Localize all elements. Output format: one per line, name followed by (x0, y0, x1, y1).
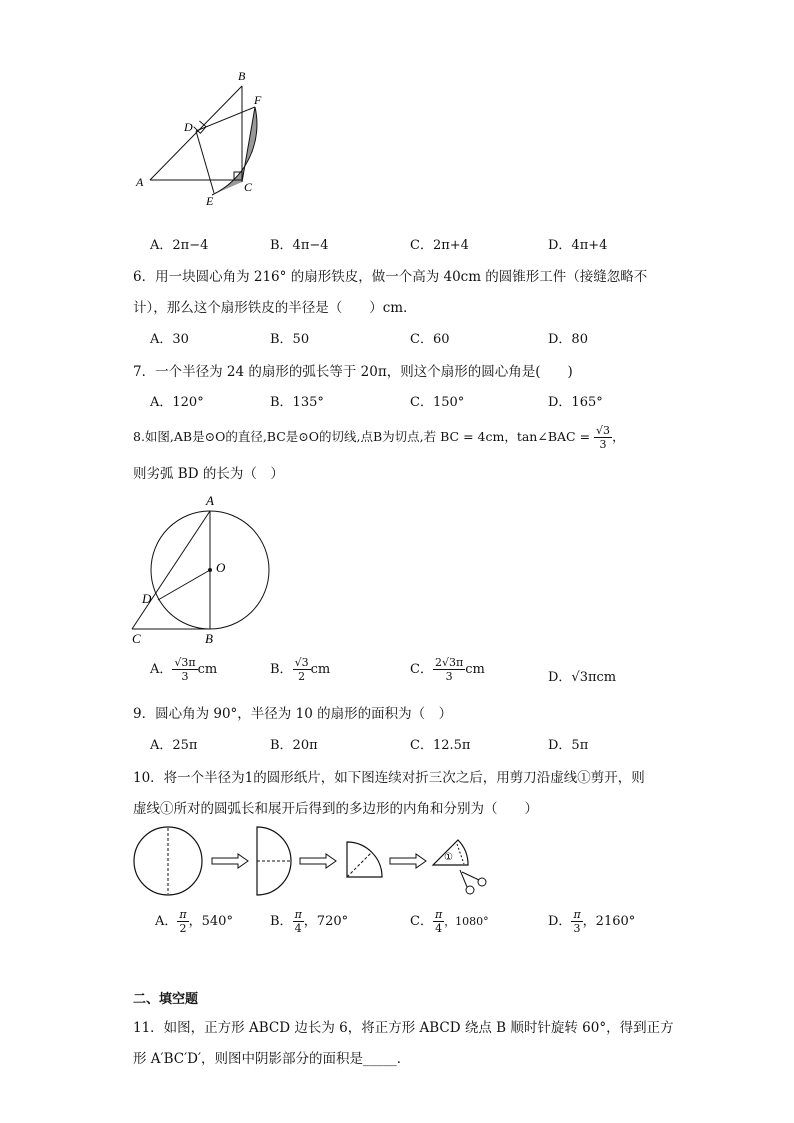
q6-option-d: D．80 (548, 332, 588, 347)
q9-option-b: B．20π (270, 738, 318, 753)
q6-text-line1: 6．用一块圆心角为 216° 的扇形铁皮，做一个高为 40cm 的圆锥形工件（接缝忽略不 (133, 269, 648, 285)
q5-option-b: B．4π−4 (270, 238, 329, 253)
q5-option-c: C．2π+4 (410, 238, 469, 253)
q10-option-b-rest: ，720° (303, 914, 349, 929)
q8-text-line2: 则劣弧 BD 的长为（ ） (133, 466, 284, 482)
arrow-icon (300, 854, 336, 868)
q6-option-b: B．50 (270, 332, 310, 347)
q10-option-a-rest: ，540° (188, 914, 233, 929)
q10-option-c-prefix: C． (410, 914, 433, 929)
q10-text-line1: 10．将一个半径为1的圆形纸片，如下图连续对折三次之后，用剪刀沿虚线①剪开，则 (133, 770, 645, 786)
q8-option-b-unit: cm (310, 662, 331, 677)
q10-circled-one: ① (444, 852, 453, 863)
q5-label-C: C (244, 180, 253, 194)
q8-label-O: O (216, 560, 226, 575)
q8-figure (128, 490, 288, 650)
q8-option-c-unit: cm (465, 662, 485, 677)
q7-option-d: D．165° (548, 395, 603, 410)
q10-option-b-den: 4 (294, 922, 302, 935)
q6-option-c: C．60 (410, 332, 450, 347)
q10-option-a-num: π (179, 908, 187, 921)
section-title: 二、填空题 (133, 992, 199, 1007)
q8-text-line1 (133, 424, 625, 451)
q8-option-b (270, 656, 330, 683)
q8-line1-end: ， (612, 429, 625, 444)
q8-label-D: D (142, 591, 152, 606)
q11-text-line2: 形 A′BC′D′，则图中阴影部分的面积是_____． (133, 1051, 411, 1067)
q8-option-b-den: 2 (298, 670, 306, 683)
arrow-icon (390, 854, 426, 868)
q9-option-a: A．25π (150, 738, 198, 753)
q8-label-C: C (132, 631, 141, 646)
arrow-icon (212, 854, 248, 868)
q10-option-a-prefix: A． (155, 914, 178, 929)
q7-option-b: B．135° (270, 395, 324, 410)
q10-option-a-den: 2 (179, 922, 187, 935)
q7-option-a: A．120° (150, 395, 204, 410)
q5-option-a: A．2π−4 (150, 238, 209, 253)
q10-option-b (270, 908, 348, 935)
q8-tan-numerator: √3 (596, 424, 611, 437)
q8-line1-text: 8.如图,AB是⊙O的直径,BC是⊙O的切线,点B为切点,若 BC = 4cm，tan∠BAC = (133, 429, 591, 444)
q6-text-line2: 计），那么这个扇形铁皮的半径是（ ）cm． (133, 300, 417, 316)
q8-option-c (410, 656, 485, 683)
q8-tan-fraction (594, 424, 612, 451)
q8-label-A: A (206, 493, 214, 508)
q10-option-d-num: π (573, 908, 581, 921)
q8-option-a-num: √3π (174, 656, 196, 669)
q5-label-E: E (206, 194, 214, 208)
q5-label-F: F (254, 93, 262, 107)
q9-option-d: D．5π (548, 738, 589, 753)
q10-text-line2: 虚线①所对的圆弧长和展开后得到的多边形的内角和分别为（ ） (133, 801, 538, 817)
q7-text-line1: 7．一个半径为 24 的扇形的弧长等于 20π，则这个扇形的圆心角是( ) (133, 364, 573, 380)
q10-option-d (548, 908, 635, 935)
q9-option-c: C．12.5π (410, 738, 471, 753)
q10-option-c (410, 908, 489, 935)
q8-option-c-den: 3 (445, 670, 453, 683)
q10-option-a (155, 908, 233, 935)
q5-label-B: B (238, 69, 246, 83)
q8-option-a-unit: cm (197, 662, 218, 677)
q5-option-d: D．4π+4 (548, 238, 608, 253)
q8-label-B: B (205, 631, 213, 646)
q8-option-b-num: √3 (294, 656, 309, 669)
q8-option-a (150, 656, 217, 683)
q11-text-line1: 11．如图，正方形 ABCD 边长为 6，将正方形 ABCD 绕点 B 顺时针旋转 60°，得到正方 (133, 1020, 674, 1036)
q5-label-A: A (136, 175, 144, 189)
q8-tan-denominator: 3 (599, 438, 607, 451)
q9-text-line1: 9．圆心角为 90°，半径为 10 的扇形的面积为（ ） (133, 706, 453, 722)
q10-option-c-num: π (434, 908, 443, 921)
q8-option-c-num: 2√3π (434, 656, 464, 669)
q7-option-c: C．150° (410, 395, 465, 410)
q8-option-c-prefix: C． (410, 662, 433, 677)
q10-option-d-den: 3 (573, 922, 581, 935)
q5-label-D: D (184, 120, 193, 134)
q10-option-c-rest: ，1080° (444, 915, 489, 928)
q10-option-d-prefix: D． (548, 914, 572, 929)
q10-option-b-num: π (294, 908, 302, 921)
q6-option-a: A．30 (150, 332, 189, 347)
q10-figure (130, 820, 500, 900)
q10-option-c-den: 4 (435, 922, 443, 935)
q8-option-d: D．√3πcm (548, 670, 617, 685)
q5-figure (130, 65, 280, 215)
q8-option-a-den: 3 (181, 670, 189, 683)
scissors-icon (460, 870, 486, 894)
q10-option-d-rest: ，2160° (582, 914, 636, 929)
q10-option-b-prefix: B． (270, 914, 293, 929)
q8-option-a-prefix: A． (150, 662, 173, 677)
q8-option-b-prefix: B． (270, 662, 293, 677)
